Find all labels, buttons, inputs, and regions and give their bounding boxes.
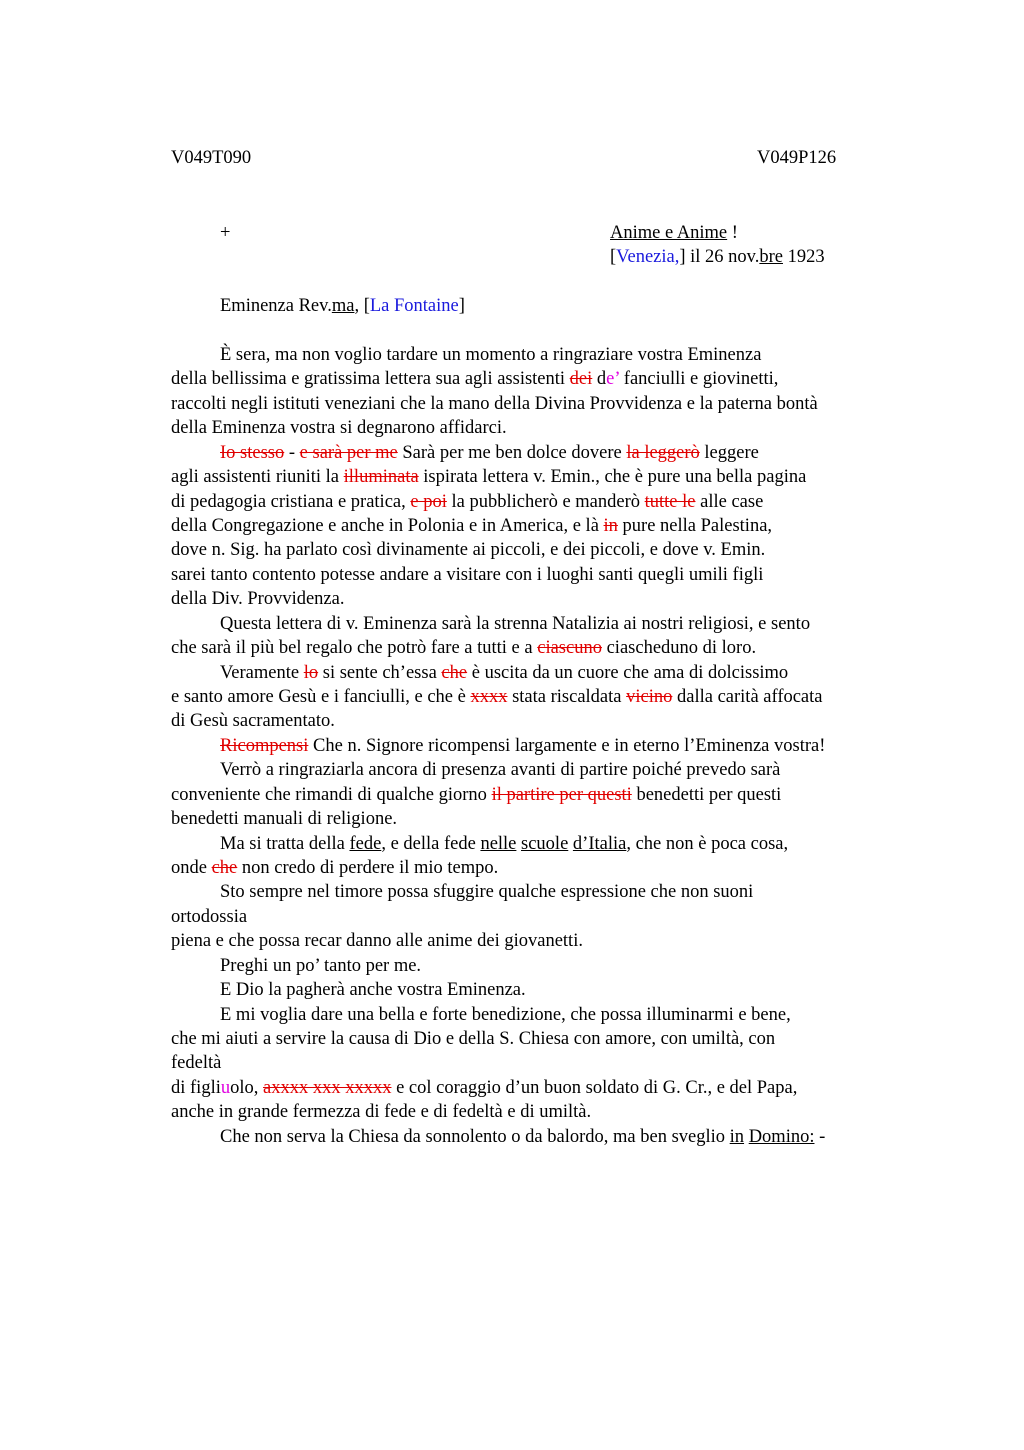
deletion: in bbox=[603, 516, 618, 536]
deletion: che bbox=[211, 858, 238, 878]
underlined: d’Italia bbox=[572, 834, 627, 854]
text: della Congregazione e anche in Polonia e in America, e là bbox=[171, 516, 604, 536]
text-line: benedetti manuali di religione. bbox=[171, 809, 398, 829]
text-line bbox=[171, 857, 498, 879]
deletion: e poi bbox=[410, 492, 447, 512]
deletion: Ricompensi bbox=[220, 736, 309, 756]
text: si sente ch’essa bbox=[318, 663, 442, 683]
text-line: della Div. Provvidenza. bbox=[171, 589, 345, 609]
underlined: Domino: bbox=[748, 1127, 815, 1147]
deletion: ciascuno bbox=[537, 638, 602, 658]
text: dalla carità affocata bbox=[672, 687, 823, 707]
salutation bbox=[220, 295, 465, 317]
deletion: la leggerò bbox=[626, 443, 700, 463]
deletion: xxxx bbox=[470, 687, 508, 707]
date-superscript: bre bbox=[759, 247, 783, 267]
text-line: Preghi un po’ tanto per me. bbox=[220, 956, 422, 976]
text-line bbox=[171, 491, 763, 513]
text-line: anche in grande fermezza di fede e di fedeltà e di umiltà. bbox=[171, 1102, 592, 1122]
text: benedetti per questi bbox=[631, 785, 782, 805]
salutation-abbrev: ma bbox=[331, 296, 355, 316]
deletion: illuminata bbox=[343, 467, 419, 487]
cross-mark: + bbox=[220, 223, 231, 243]
text: Che n. Signore ricompensi largamente e in eterno l’Eminenza vostra! bbox=[308, 736, 826, 756]
insertion: e’ bbox=[606, 369, 620, 389]
text-line: raccolti negli istituti veneziani che la mano della Divina Provvidenza e la paterna bontà bbox=[171, 394, 818, 414]
text: agli assistenti riuniti la bbox=[171, 467, 344, 487]
deletion: che bbox=[441, 663, 468, 683]
text-line bbox=[171, 515, 772, 537]
deletion: axxxx xxx xxxxx bbox=[263, 1078, 392, 1098]
text: la pubblicherò e manderò bbox=[446, 492, 645, 512]
underlined: nelle bbox=[480, 834, 517, 854]
text: è uscita da un cuore che ama di dolcissimo bbox=[467, 663, 789, 683]
text: stata riscaldata bbox=[507, 687, 627, 707]
text-line: della Eminenza vostra si degnarono affidarci. bbox=[171, 418, 507, 438]
text: Che non serva la Chiesa da sonnolento o da balordo, ma ben sveglio bbox=[220, 1127, 730, 1147]
text: alle case bbox=[695, 492, 764, 512]
deletion: Io stesso bbox=[220, 443, 285, 463]
text-line bbox=[220, 735, 825, 757]
text-line: piena e che possa recar danno alle anime dei giovanetti. bbox=[171, 931, 583, 951]
text-line bbox=[171, 466, 806, 488]
text-line bbox=[220, 442, 759, 464]
document-code-right: V049P126 bbox=[757, 148, 837, 168]
place-name: Venezia, bbox=[616, 247, 680, 267]
text-line: Sto sempre nel timore possa sfuggire qualche espressione che non suoni bbox=[220, 882, 754, 902]
text: e santo amore Gesù e i fanciulli, e che è bbox=[171, 687, 471, 707]
text-line: ortodossia bbox=[171, 907, 248, 927]
text: olo, bbox=[230, 1078, 263, 1098]
motto-exclamation: ! bbox=[727, 223, 738, 243]
text: Sarà per me ben dolce dovere bbox=[397, 443, 627, 463]
text: , e della fede bbox=[381, 834, 481, 854]
insertion: u bbox=[220, 1078, 231, 1098]
place-date bbox=[610, 246, 825, 268]
text: non credo di perdere il mio tempo. bbox=[237, 858, 499, 878]
date-part: ] il 26 nov. bbox=[679, 247, 760, 267]
text-line: sarei tanto contento potesse andare a visitare con i luoghi santi quegli umili figli bbox=[171, 565, 764, 585]
text-line bbox=[220, 833, 788, 855]
text-line bbox=[220, 1126, 825, 1148]
text-line bbox=[171, 784, 781, 806]
text-line: che mi aiuti a servire la causa di Dio e della S. Chiesa con amore, con umiltà, con bbox=[171, 1029, 776, 1049]
text: di figli bbox=[171, 1078, 221, 1098]
text-line bbox=[220, 662, 788, 684]
text: Veramente bbox=[220, 663, 304, 683]
salutation-text: Eminenza Rev. bbox=[220, 296, 332, 316]
bracket: [ bbox=[610, 247, 617, 267]
salutation-close: ] bbox=[458, 296, 465, 316]
text: leggere bbox=[699, 443, 759, 463]
underlined: fede bbox=[349, 834, 382, 854]
text: d bbox=[592, 369, 607, 389]
text-line: Verrò a ringraziarla ancora di presenza avanti di partire poiché prevedo sarà bbox=[220, 760, 781, 780]
text: della bellissima e gratissima lettera sua agli assistenti bbox=[171, 369, 570, 389]
text: conveniente che rimandi di qualche giorno bbox=[171, 785, 492, 805]
text: - bbox=[284, 443, 300, 463]
text: , che non è poca cosa, bbox=[626, 834, 789, 854]
underlined: scuole bbox=[521, 834, 569, 854]
deletion: vicino bbox=[626, 687, 673, 707]
text-line bbox=[171, 686, 823, 708]
text-line: di Gesù sacramentato. bbox=[171, 711, 335, 731]
text-line: fedeltà bbox=[171, 1053, 222, 1073]
motto-text: Anime e Anime bbox=[610, 223, 728, 243]
text: fanciulli e giovinetti, bbox=[619, 369, 779, 389]
text-line: E mi voglia dare una bella e forte benedizione, che possa illuminarmi e bene, bbox=[220, 1005, 791, 1025]
date-year: 1923 bbox=[782, 247, 825, 267]
text-line: Questa lettera di v. Eminenza sarà la strenna Natalizia ai nostri religiosi, e sento bbox=[220, 614, 811, 634]
text: e col coraggio d’un buon soldato di G. Cr., e del Papa, bbox=[391, 1078, 798, 1098]
recipient-name: La Fontaine bbox=[369, 296, 459, 316]
text: ciascheduno di loro. bbox=[601, 638, 757, 658]
document-code-left: V049T090 bbox=[171, 148, 252, 168]
text: - bbox=[814, 1127, 826, 1147]
deletion: tutte le bbox=[644, 492, 696, 512]
deletion: e sarà per me bbox=[299, 443, 398, 463]
text: Ma si tratta della bbox=[220, 834, 350, 854]
deletion: dei bbox=[569, 369, 593, 389]
salutation-sep: , [ bbox=[354, 296, 370, 316]
text-line bbox=[171, 368, 778, 390]
motto bbox=[610, 222, 738, 244]
text: onde bbox=[171, 858, 212, 878]
text: pure nella Palestina, bbox=[617, 516, 773, 536]
text-line: È sera, ma non voglio tardare un momento a ringraziare vostra Eminenza bbox=[220, 345, 762, 365]
underlined: in bbox=[729, 1127, 745, 1147]
deletion: il partire per questi bbox=[491, 785, 632, 805]
text: di pedagogia cristiana e pratica, bbox=[171, 492, 411, 512]
text: ispirata lettera v. Emin., che è pure una bella pagina bbox=[418, 467, 807, 487]
text-line bbox=[171, 637, 756, 659]
text-line bbox=[171, 1077, 797, 1099]
text: che sarà il più bel regalo che potrò fare a tutti e a bbox=[171, 638, 538, 658]
text-line: E Dio la pagherà anche vostra Eminenza. bbox=[220, 980, 526, 1000]
text-line: dove n. Sig. ha parlato così divinamente ai piccoli, e dei piccoli, e dove v. Emin. bbox=[171, 540, 766, 560]
deletion: lo bbox=[303, 663, 319, 683]
